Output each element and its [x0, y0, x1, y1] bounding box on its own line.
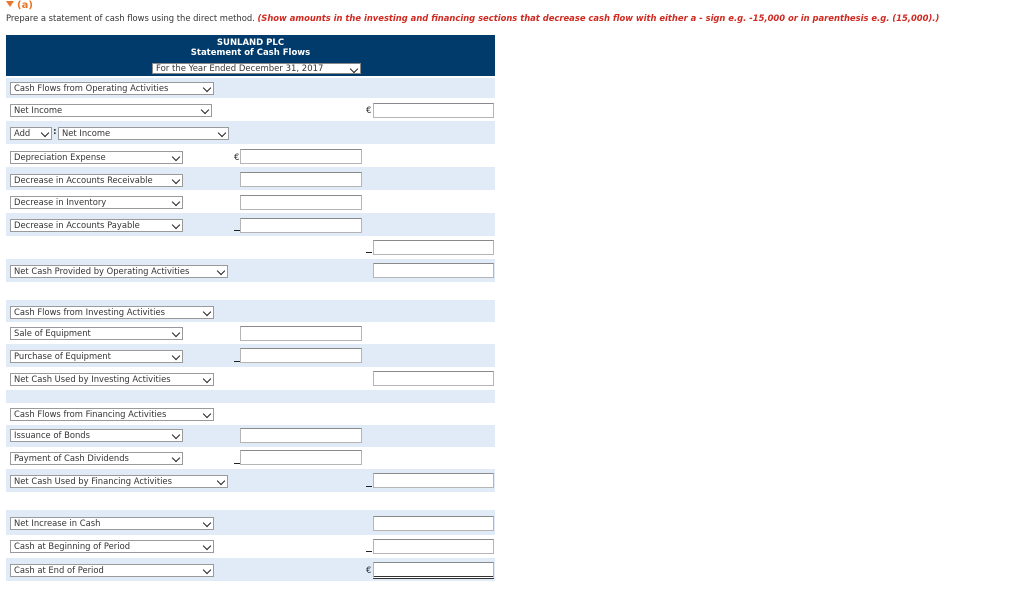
- part-label: (a): [17, 0, 33, 11]
- dec-ap-label: Decrease in Accounts Payable: [14, 220, 140, 230]
- chevron-down-icon: [203, 519, 211, 527]
- dec-ap-amount-input[interactable]: [240, 218, 362, 233]
- period-select[interactable]: [152, 63, 361, 74]
- add-item-select[interactable]: [58, 127, 229, 140]
- purch-equip-select[interactable]: [10, 350, 183, 363]
- chevron-down-icon: [203, 308, 211, 316]
- net-inv-amount-input[interactable]: [373, 371, 494, 386]
- dec-ar-amount-input[interactable]: [240, 172, 362, 187]
- part-a-toggle[interactable]: [6, 0, 33, 11]
- adjust-total-input[interactable]: [373, 240, 494, 255]
- sale-equip-label: Sale of Equipment: [14, 328, 91, 338]
- net-fin-label: Net Cash Used by Financing Activities: [14, 476, 172, 486]
- add-label: Add: [14, 128, 31, 138]
- chevron-down-icon: [217, 477, 225, 485]
- net-income-select[interactable]: [10, 104, 212, 117]
- inv-heading-select[interactable]: [10, 306, 214, 319]
- dividends-label: Payment of Cash Dividends: [14, 453, 129, 463]
- op-heading-label: Cash Flows from Operating Activities: [14, 83, 169, 93]
- instructions: [6, 13, 939, 23]
- cash-end-amount-input[interactable]: [373, 562, 494, 579]
- underline-mark: [366, 486, 372, 487]
- dec-ap-select[interactable]: [10, 219, 183, 232]
- dec-ar-label: Decrease in Accounts Receivable: [14, 175, 153, 185]
- dividends-select[interactable]: [10, 452, 183, 465]
- add-select[interactable]: [10, 127, 52, 140]
- cash-begin-select[interactable]: [10, 540, 214, 553]
- dividends-amount-input[interactable]: [240, 450, 362, 465]
- chevron-down-icon: [172, 176, 180, 184]
- currency-symbol: €: [234, 153, 240, 163]
- net-income-label: Net Income: [14, 105, 63, 115]
- chevron-down-icon: [201, 106, 209, 114]
- currency-symbol: €: [366, 566, 372, 576]
- cash-end-label: Cash at End of Period: [14, 565, 104, 575]
- fin-heading-select[interactable]: [10, 408, 214, 421]
- chevron-down-icon: [203, 410, 211, 418]
- net-increase-label: Net Increase in Cash: [14, 518, 101, 528]
- chevron-down-icon: [172, 221, 180, 229]
- inv-heading-label: Cash Flows from Investing Activities: [14, 307, 165, 317]
- add-item-label: Net Income: [62, 128, 111, 138]
- net-income-amount-input[interactable]: [373, 103, 494, 118]
- sale-equip-select[interactable]: [10, 327, 183, 340]
- row-band: [6, 390, 495, 403]
- chevron-down-icon: [41, 129, 49, 137]
- period-select-value: For the Year Ended December 31, 2017: [156, 64, 324, 74]
- net-op-select[interactable]: [10, 265, 228, 278]
- chevron-down-icon: [350, 65, 358, 73]
- currency-symbol: €: [366, 106, 372, 116]
- chevron-down-icon: [203, 84, 211, 92]
- net-inv-select[interactable]: [10, 373, 214, 386]
- bonds-amount-input[interactable]: [240, 428, 362, 443]
- instruction-highlight: (Show amounts in the investing and financing sections that decrease cash flow with either a - sign e.g. -15,000 or in parenthesis e.g. (15,000).): [257, 13, 940, 23]
- expand-triangle-icon: [6, 1, 14, 7]
- bonds-select[interactable]: [10, 429, 183, 442]
- purch-equip-label: Purchase of Equipment: [14, 351, 111, 361]
- fin-heading-label: Cash Flows from Financing Activities: [14, 409, 167, 419]
- depreciation-amount-input[interactable]: [240, 149, 362, 164]
- row-band: [6, 282, 495, 300]
- net-increase-select[interactable]: [10, 517, 214, 530]
- chevron-down-icon: [172, 454, 180, 462]
- depreciation-label: Depreciation Expense: [14, 152, 106, 162]
- chevron-down-icon: [172, 431, 180, 439]
- chevron-down-icon: [217, 267, 225, 275]
- cash-end-select[interactable]: [10, 564, 214, 577]
- cash-begin-label: Cash at Beginning of Period: [14, 541, 131, 551]
- dec-inv-select[interactable]: [10, 196, 183, 209]
- cash-begin-amount-input[interactable]: [373, 539, 494, 554]
- chevron-down-icon: [172, 198, 180, 206]
- chevron-down-icon: [203, 542, 211, 550]
- depreciation-select[interactable]: [10, 151, 183, 164]
- dec-inv-amount-input[interactable]: [240, 195, 362, 210]
- sale-equip-amount-input[interactable]: [240, 326, 362, 341]
- chevron-down-icon: [172, 352, 180, 360]
- net-fin-amount-input[interactable]: [373, 473, 494, 488]
- colon-separator: :: [53, 127, 57, 137]
- row-band: [6, 492, 495, 510]
- dec-ar-select[interactable]: [10, 174, 183, 187]
- bonds-label: Issuance of Bonds: [14, 430, 90, 440]
- net-inv-label: Net Cash Used by Investing Activities: [14, 374, 171, 384]
- underline-mark: [366, 252, 372, 253]
- net-fin-select[interactable]: [10, 475, 228, 488]
- chevron-down-icon: [218, 129, 226, 137]
- statement-title: Statement of Cash Flows: [190, 48, 311, 58]
- chevron-down-icon: [172, 329, 180, 337]
- instruction-text: Prepare a statement of cash flows using the direct method.: [6, 13, 255, 23]
- underline-mark: [366, 551, 372, 552]
- chevron-down-icon: [172, 153, 180, 161]
- op-heading-select[interactable]: [10, 82, 214, 95]
- company-name: SUNLAND PLC: [216, 38, 285, 48]
- chevron-down-icon: [203, 566, 211, 574]
- net-op-amount-input[interactable]: [373, 263, 494, 278]
- purch-equip-amount-input[interactable]: [240, 348, 362, 363]
- dec-inv-label: Decrease in Inventory: [14, 197, 107, 207]
- net-op-label: Net Cash Provided by Operating Activities: [14, 266, 190, 276]
- chevron-down-icon: [203, 375, 211, 383]
- statement-header: [6, 35, 495, 76]
- net-increase-amount-input[interactable]: [373, 516, 494, 531]
